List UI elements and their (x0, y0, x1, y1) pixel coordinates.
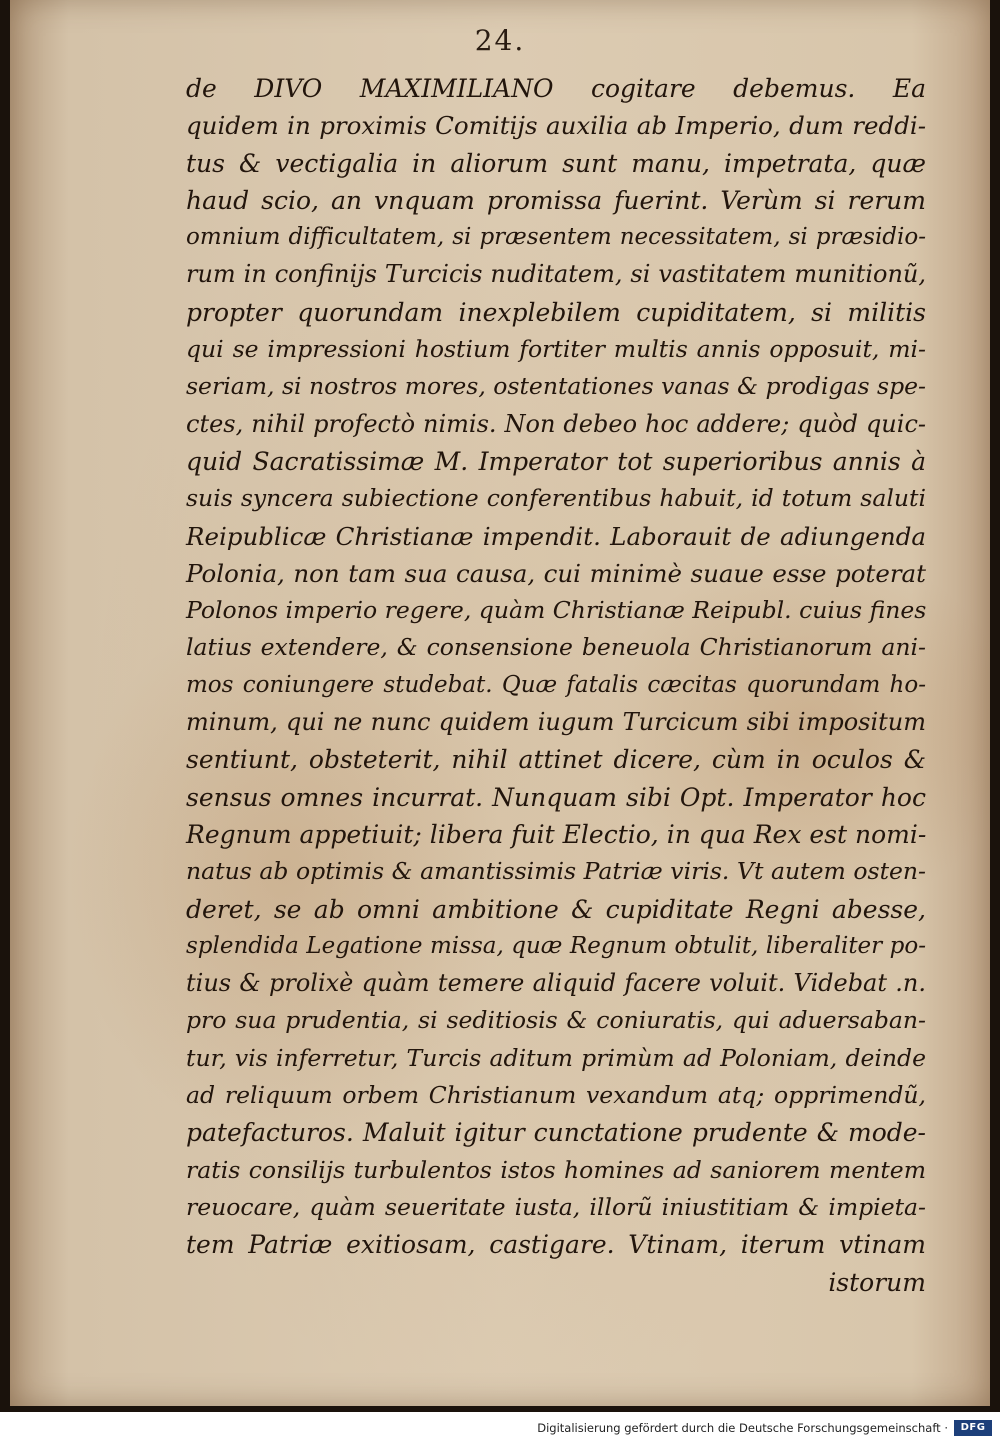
text-line: de DIVO MAXIMILIANO cogitare debemus. Ea (186, 74, 926, 103)
text-line: sentiunt, obsteterit, nihil attinet dicere, cùm in oculos & (186, 745, 926, 775)
text-line: quidem in proximis Comitijs auxilia ab Imperio, dum reddi- (186, 111, 926, 141)
text-line: latius extendere, & consensione beneuola Christianorum ani- (186, 633, 926, 662)
text-line: Polonia, non tam sua causa, cui minimè suaue esse poterat (186, 558, 926, 588)
text-line: reuocare, quàm seueritate iusta, illorũ iniustitiam & impieta- (186, 1192, 926, 1221)
text-line: quid Sacratissimæ M. Imperator tot superioribus annis à (186, 446, 926, 476)
text-line: tur, vis inferretur, Turcis aditum primùm ad Poloniam, deinde (186, 1043, 926, 1072)
text-line: mos coniungere studebat. Quæ fatalis cæcitas quorundam ho- (186, 671, 926, 698)
text-line: natus ab optimis & amantissimis Patriæ viris. Vt autem osten- (186, 857, 926, 886)
text-line: Regnum appetiuit; libera fuit Electio, in qua Rex est nomi- (186, 819, 927, 849)
text-line: qui se impressioni hostium fortiter multis annis opposuit, mi- (186, 335, 926, 364)
text-line: tus & vectigalia in aliorum sunt manu, impetrata, quæ (186, 148, 926, 178)
text-line: ratis consilijs turbulentos istos homines ad saniorem mentem (186, 1155, 926, 1184)
text-line: istorum (828, 1267, 926, 1297)
text-line: tem Patriæ exitiosam, castigare. Vtinam, iterum vtinam (186, 1230, 926, 1260)
text-line: tius & prolixè quàm temere aliquid facere voluit. Videbat .n. (186, 969, 926, 998)
text-line: seriam, si nostros mores, ostentationes vanas & prodigas spe- (186, 372, 926, 401)
funding-note: Digitalisierung gefördert durch die Deutsche Forschungsgemeinschaft · (537, 1421, 948, 1435)
text-line: sensus omnes incurrat. Nunquam sibi Opt. Imperator hoc (186, 782, 926, 812)
text-line: Polonos imperio regere, quàm Christianæ Reipubl. cuius fines (186, 596, 927, 625)
text-line: pro sua prudentia, si seditiosis & coniuratis, qui aduersaban- (186, 1006, 926, 1035)
text-line: Reipublicæ Christianæ impendit. Laborauit de adiungenda (186, 521, 926, 551)
text-line: deret, se ab omni ambitione & cupiditate Regni abesse, (186, 894, 926, 924)
text-line: omnium difficultatem, si præsentem necessitatem, si præsidio- (186, 224, 926, 251)
funding-footer (0, 1412, 1000, 1444)
book-page (10, 0, 990, 1406)
text-line: ctes, nihil profectò nimis. Non debeo hoc addere; quòd quic- (186, 409, 926, 438)
text-line: minum, qui ne nunc quidem iugum Turcicum sibi impositum (186, 708, 926, 737)
text-line: splendida Legatione missa, quæ Regnum obtulit, liberaliter po- (186, 932, 926, 959)
text-line: haud scio, an vnquam promissa fuerint. Verùm si rerum (186, 185, 926, 215)
text-line: ad reliquum orbem Christianum vexandum atq; opprimendũ, (186, 1081, 926, 1110)
text-line: rum in confinijs Turcicis nuditatem, si vastitatem munitionũ, (186, 260, 926, 289)
text-line: suis syncera subiectione conferentibus habuit, id totum saluti (186, 484, 926, 513)
page-number: 24. (474, 24, 526, 57)
dfg-logo: DFG (954, 1420, 992, 1436)
page-text-block (186, 70, 926, 1301)
text-line: propter quorundam inexplebilem cupiditatem, si militis (186, 297, 926, 327)
text-line: patefacturos. Maluit igitur cunctatione prudente & mode- (186, 1118, 926, 1148)
